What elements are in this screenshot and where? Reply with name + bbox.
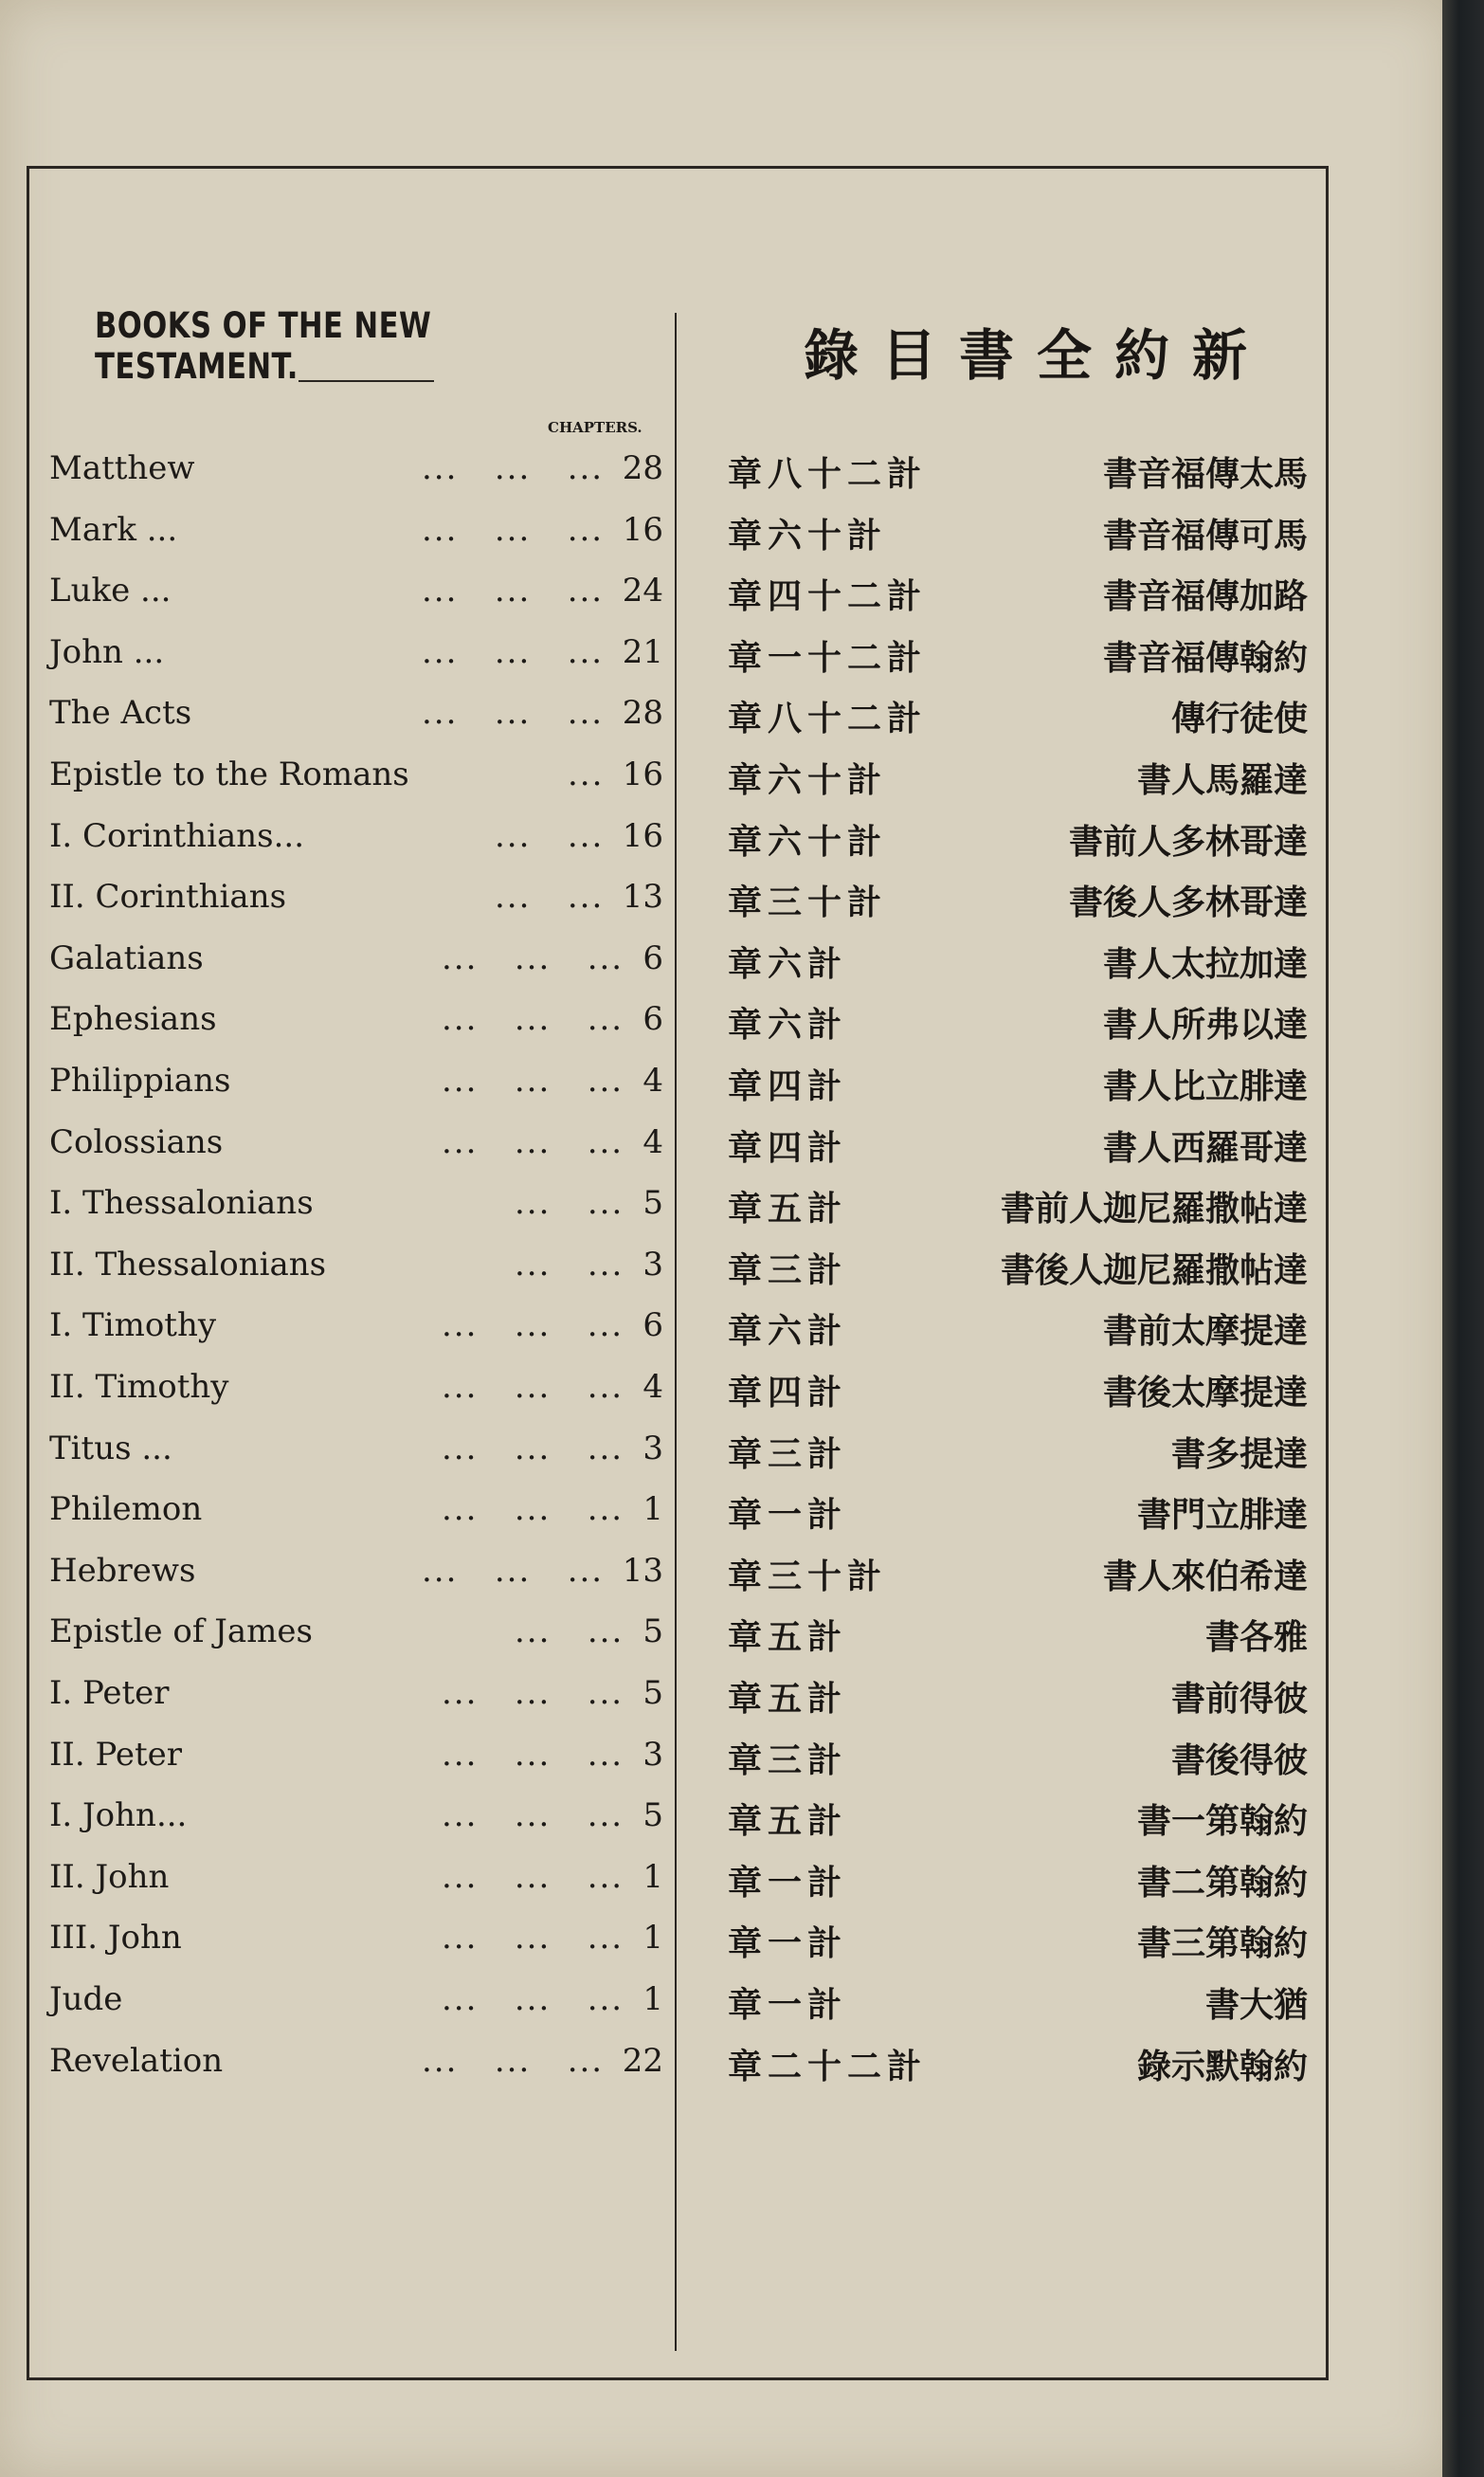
chinese-book-name: 達腓立門書 [1136,1496,1308,1536]
english-chapter-count: 1 [642,1980,663,2018]
chinese-chapter-count: 計五 [768,1190,848,1229]
chinese-book-row [680,500,1313,560]
chapter-char: 章 [728,761,763,800]
chinese-book-row [680,622,1313,683]
chinese-book-name: 達提多書 [1170,1434,1308,1474]
leader-dots: ... [568,756,605,793]
chinese-book-name: 達希伯來人書 [1102,1557,1308,1596]
english-book-name: I. Thessalonians [49,1184,314,1223]
chapter-char: 章 [728,1618,763,1658]
chinese-book-name: 馬太傳福音書 [1102,455,1308,494]
chapter-char: 章 [728,1680,763,1719]
chinese-chapter-count: 計十三 [768,883,888,923]
english-book-name: Luke ... [49,572,172,610]
chapter-char: 章 [728,1250,763,1290]
english-book-row [0,1479,675,1539]
chinese-book-name: 馬可傳福音書 [1102,516,1308,556]
english-chapter-count: 16 [622,816,663,855]
english-chapter-count: 6 [642,1000,663,1039]
leader-dots: ... ... ... [442,1674,624,1712]
chinese-chapter-count: 計五 [768,1680,848,1719]
chinese-book-row [680,1418,1313,1479]
english-book-name: I. Corinthians... [49,816,305,855]
english-book-row [0,1050,675,1111]
chapter-char: 章 [728,1434,763,1474]
leader-dots: ... ... ... [442,1735,624,1774]
english-chapter-count: 13 [622,878,663,917]
english-book-name: Philippians [49,1062,231,1100]
english-chapter-count: 22 [622,2041,663,2080]
chinese-book-name: 達提摩太後書 [1102,1374,1308,1412]
english-book-row [0,866,675,927]
leader-dots: ... ... ... [422,2041,605,2080]
english-book-row [0,1601,675,1662]
leader-dots: ... ... ... [422,510,605,549]
english-book-name: I. Timothy [49,1306,217,1345]
chinese-book-row [680,1357,1313,1417]
chinese-title: 新約全書目錄 [804,323,1271,388]
leader-dots: ... ... ... [442,938,624,977]
english-book-name: Mark ... [49,510,178,549]
english-book-row [0,1234,675,1295]
chinese-book-name: 達腓立比人書 [1102,1067,1308,1106]
english-book-name: Matthew [49,449,195,487]
english-chapter-count: 4 [642,1122,663,1161]
leader-dots: ... ... ... [422,632,605,671]
english-book-row [0,622,675,683]
chinese-book-row [680,438,1313,499]
english-book-row [0,1969,675,2030]
chinese-chapter-count: 計一 [768,1863,848,1903]
leader-dots: ... ... ... [442,1980,624,2018]
chinese-book-row [680,683,1313,743]
chapter-char: 章 [728,1190,763,1229]
chinese-book-name: 達哥林多人後書 [1068,883,1308,923]
chapter-char: 章 [728,1374,763,1412]
chinese-book-row [680,1785,1313,1846]
english-book-row [0,1173,675,1233]
chinese-chapter-count: 計一 [768,1986,848,2025]
chinese-book-row [680,928,1313,989]
chinese-book-row [680,1663,1313,1723]
english-book-name: Ephesians [49,1000,217,1039]
english-chapter-count: 5 [642,1184,663,1223]
english-book-name: I. Peter [49,1674,170,1712]
leader-dots: ... ... ... [442,1857,624,1896]
chinese-book-row [680,1847,1313,1907]
chinese-book-name: 達提摩太前書 [1102,1312,1308,1352]
chinese-chapter-count: 計五 [768,1802,848,1842]
chinese-book-row [680,1724,1313,1785]
leader-dots: ... ... ... [422,1551,605,1590]
chinese-book-row [680,1907,1313,1968]
english-book-name: Epistle of James [49,1612,313,1651]
chinese-book-name: 達哥羅西人書 [1102,1128,1308,1168]
english-chapter-count: 3 [642,1245,663,1284]
leader-dots: ... ... ... [442,1122,624,1161]
chinese-book-name: 達加拉太人書 [1102,944,1308,984]
english-chapter-count: 5 [642,1796,663,1835]
chinese-book-name: 達帖撒羅尼迦人前書 [1000,1190,1308,1229]
english-book-row [0,989,675,1049]
english-chapter-count: 6 [642,938,663,977]
chinese-chapter-count: 計十六 [768,822,888,862]
chapter-char: 章 [728,1557,763,1596]
chinese-chapter-count: 計四 [768,1067,848,1106]
column-divider [675,313,677,2351]
leader-dots: ... ... ... [442,1306,624,1345]
chinese-book-row [680,1112,1313,1173]
english-chapter-count: 16 [622,510,663,549]
chapter-char: 章 [728,1924,763,1964]
english-chapter-count: 1 [642,1490,663,1529]
english-book-row [0,683,675,743]
chinese-chapter-count: 計二十八 [768,700,928,739]
english-book-name: II. Thessalonians [49,1245,327,1284]
leader-dots: ... ... [515,1245,624,1284]
chapter-char: 章 [728,1863,763,1903]
chapter-char: 章 [728,1986,763,2025]
leader-dots: ... ... ... [442,1490,624,1529]
book-spine [1442,0,1484,2477]
chinese-chapter-count: 計四 [768,1128,848,1168]
leader-dots: ... ... ... [422,694,605,733]
chapter-char: 章 [728,700,763,739]
chinese-chapter-count: 計二十八 [768,455,928,494]
english-title: BOOKS OF THE NEW TESTAMENT. [95,305,432,387]
chinese-chapter-count: 計三 [768,1434,848,1474]
english-book-name: Galatians [49,938,204,977]
chinese-chapter-count: 計六 [768,1006,848,1046]
english-chapter-count: 4 [642,1368,663,1406]
chinese-book-row [680,989,1313,1049]
chinese-book-name: 達帖撒羅尼迦人後書 [1000,1250,1308,1290]
chinese-chapter-count: 計一 [768,1924,848,1964]
chinese-book-row [680,1969,1313,2030]
chapter-char: 章 [728,883,763,923]
chapter-char: 章 [728,822,763,862]
english-book-row [0,1785,675,1846]
chapter-char: 章 [728,1006,763,1046]
english-chapter-count: 1 [642,1857,663,1896]
english-book-row [0,500,675,560]
chinese-book-name: 約翰第一書 [1136,1802,1308,1842]
leader-dots: ... ... ... [442,1429,624,1467]
leader-dots: ... ... ... [442,1919,624,1958]
chinese-book-name: 使徒行傳 [1170,700,1308,739]
chinese-book-name: 達哥林多人前書 [1068,822,1308,862]
english-book-name: III. John [49,1919,182,1958]
english-book-name: Epistle to the Romans [49,756,409,793]
chinese-book-row [680,866,1313,927]
chinese-book-name: 彼得前書 [1170,1680,1308,1719]
english-book-name: Titus ... [49,1429,172,1467]
chinese-book-name: 約翰傳福音書 [1102,638,1308,678]
english-chapter-count: 5 [642,1674,663,1712]
english-book-row [0,1907,675,1968]
chinese-chapter-count: 計一 [768,1496,848,1536]
english-book-name: The Acts [49,694,192,733]
english-book-name: Colossians [49,1122,224,1161]
chinese-book-row [680,1479,1313,1539]
chinese-chapter-count: 計二十四 [768,577,928,617]
leader-dots: ... ... ... [442,1368,624,1406]
chapter-char: 章 [728,944,763,984]
chinese-book-name: 猶大書 [1204,1986,1308,2025]
english-chapter-count: 4 [642,1062,663,1100]
leader-dots: ... ... ... [422,572,605,610]
chinese-book-name: 達羅馬人書 [1136,761,1308,800]
english-chapter-count: 5 [642,1612,663,1651]
leader-dots: ... ... [495,878,605,917]
chinese-book-row [680,560,1313,621]
leader-dots: ... ... ... [442,1000,624,1039]
leader-dots: ... ... [515,1612,624,1651]
english-book-name: II. Peter [49,1735,182,1774]
chinese-book-name: 約翰第二書 [1136,1863,1308,1903]
chinese-chapter-count: 計二十二 [768,2047,928,2086]
english-chapter-count: 13 [622,1551,663,1590]
english-book-row [0,1540,675,1601]
leader-dots: ... ... [495,816,605,855]
chapter-char: 章 [728,455,763,494]
chapter-char: 章 [728,638,763,678]
english-book-row [0,560,675,621]
chinese-chapter-count: 計三 [768,1740,848,1780]
english-chapter-count: 28 [622,449,663,487]
english-book-name: II. John [49,1857,170,1896]
chinese-book-name: 達以弗所人書 [1102,1006,1308,1046]
leader-dots: ... ... [515,1184,624,1223]
chinese-book-row [680,744,1313,805]
chapter-char: 章 [728,1740,763,1780]
chinese-book-row [680,806,1313,866]
english-book-row [0,1847,675,1907]
chinese-chapter-count: 計十六 [768,516,888,556]
english-book-row [0,1418,675,1479]
english-chapter-count: 16 [622,756,663,793]
chapter-char: 章 [728,2047,763,2086]
english-book-name: II. Corinthians [49,878,287,917]
leader-dots: ... ... ... [442,1796,624,1835]
english-chapter-count: 21 [622,632,663,671]
chapter-char: 章 [728,1312,763,1352]
chapters-header: CHAPTERS. [548,419,642,436]
chinese-chapter-count: 計六 [768,944,848,984]
chinese-book-row [680,2031,1313,2091]
english-book-row [0,1295,675,1356]
leader-dots: ... ... ... [442,1062,624,1100]
chapter-char: 章 [728,1802,763,1842]
chinese-book-name: 約翰默示錄 [1136,2047,1308,2086]
chapter-char: 章 [728,1067,763,1106]
chinese-book-row [680,1601,1313,1662]
chinese-book-row [680,1234,1313,1295]
chinese-book-row [680,1173,1313,1233]
english-book-row [0,1357,675,1417]
english-book-row [0,438,675,499]
chinese-book-row [680,1295,1313,1356]
chinese-book-name: 彼得後書 [1170,1740,1308,1780]
english-book-name: Hebrews [49,1551,196,1590]
english-book-name: Revelation [49,2041,224,2080]
english-chapter-count: 3 [642,1735,663,1774]
chinese-chapter-count: 計四 [768,1374,848,1412]
english-book-name: II. Timothy [49,1368,229,1406]
chinese-book-row [680,1050,1313,1111]
chinese-book-row [680,1540,1313,1601]
chinese-chapter-count: 計十六 [768,761,888,800]
english-book-name: I. John... [49,1796,188,1835]
chinese-book-name: 路加傳福音書 [1102,577,1308,617]
chapter-char: 章 [728,577,763,617]
english-book-row [0,1663,675,1723]
chinese-chapter-count: 計二十一 [768,638,928,678]
english-chapter-count: 28 [622,694,663,733]
chinese-chapter-count: 計三 [768,1250,848,1290]
chapter-char: 章 [728,1496,763,1536]
chinese-book-name: 雅各書 [1204,1618,1308,1658]
english-book-name: Jude [49,1980,123,2018]
english-book-row [0,1724,675,1785]
english-book-name: John ... [49,632,165,671]
english-chapter-count: 6 [642,1306,663,1345]
english-chapter-count: 1 [642,1919,663,1958]
english-book-name: Philemon [49,1490,203,1529]
english-book-row [0,806,675,866]
chinese-book-name: 約翰第三書 [1136,1924,1308,1964]
chinese-chapter-count: 計五 [768,1618,848,1658]
english-chapter-count: 3 [642,1429,663,1467]
english-chapter-count: 24 [622,572,663,610]
leader-dots: ... ... ... [422,449,605,487]
english-book-row [0,1112,675,1173]
chinese-chapter-count: 計十三 [768,1557,888,1596]
english-book-row [0,928,675,989]
english-book-row [0,2031,675,2091]
title-rule [299,380,434,382]
english-book-row [0,744,675,805]
chinese-chapter-count: 計六 [768,1312,848,1352]
chapter-char: 章 [728,1128,763,1168]
chapter-char: 章 [728,516,763,556]
